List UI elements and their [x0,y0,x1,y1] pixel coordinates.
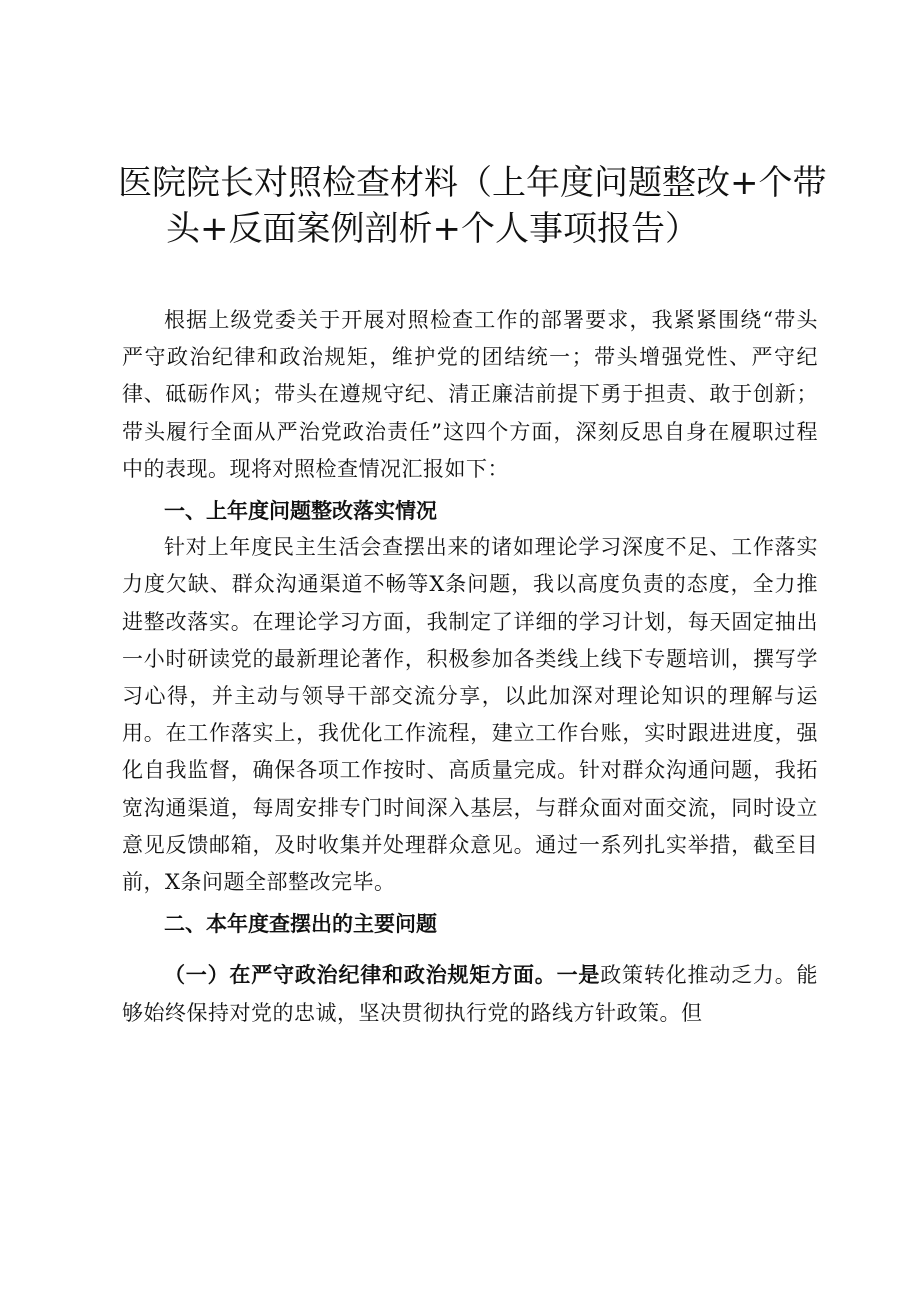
intro-paragraph: 根据上级党委关于开展对照检查工作的部署要求，我紧紧围绕“带头严守政治纪律和政治规矩，维护党的团结统一；带头增强党性、严守纪律、砥砺作风；带头在遵规守纪、清正廉洁前提下勇于担责、敢于创新；带头履行全面从严治党政治责任”这四个方面，深刻反思自身在履职过程中的表现。现将对照检查情况汇报如下： [122,308,818,481]
document-body [122,302,818,1032]
title-line-2: 头+反面案例剖析+个人事项报告） [166,209,699,249]
subsection-1-text: 政策转化推动乏力。能够始终保持对党的忠诚，坚决贯彻执行党的路线方针政策。但 [122,963,819,1025]
subsection-1-paragraph [122,956,818,1031]
document-title [118,160,827,252]
title-line-1: 医院院长对照检查材料（上年度问题整改+个带 [118,163,827,203]
subsection-1-lead: （一）在严守政治纪律和政治规矩方面。 [164,962,557,988]
section-1-paragraph: 针对上年度民主生活会查摆出来的诸如理论学习深度不足、工作落实力度欠缺、群众沟通渠道不畅等X条问题，我以高度负责的态度，全力推进整改落实。在理论学习方面，我制定了详细的学习计划，每天固定抽出一小时研读党的最新理论著作，积极参加各类线上线下专题培训，撰写学习心得，并主动与领导干部交流分享，以此加深对理论知识的理解与运用。在工作落实上，我优化工作流程，建立工作台账，实时跟进进度，强化自我监督，确保各项工作按时、高质量完成。针对群众沟通问题，我拓宽沟通渠道，每周安排专门时间深入基层，与群众面对面交流，同时设立意见反馈邮箱，及时收集并处理群众意见。通过一系列扎实举措，截至目前，X条问题全部整改完毕。 [122,535,818,895]
subsection-1-first-label: 一是 [556,962,601,988]
section-2-heading: 二、本年度查摆出的主要问题 [164,911,437,937]
spacer [122,942,818,956]
section-1-heading: 一、上年度问题整改落实情况 [164,498,437,524]
